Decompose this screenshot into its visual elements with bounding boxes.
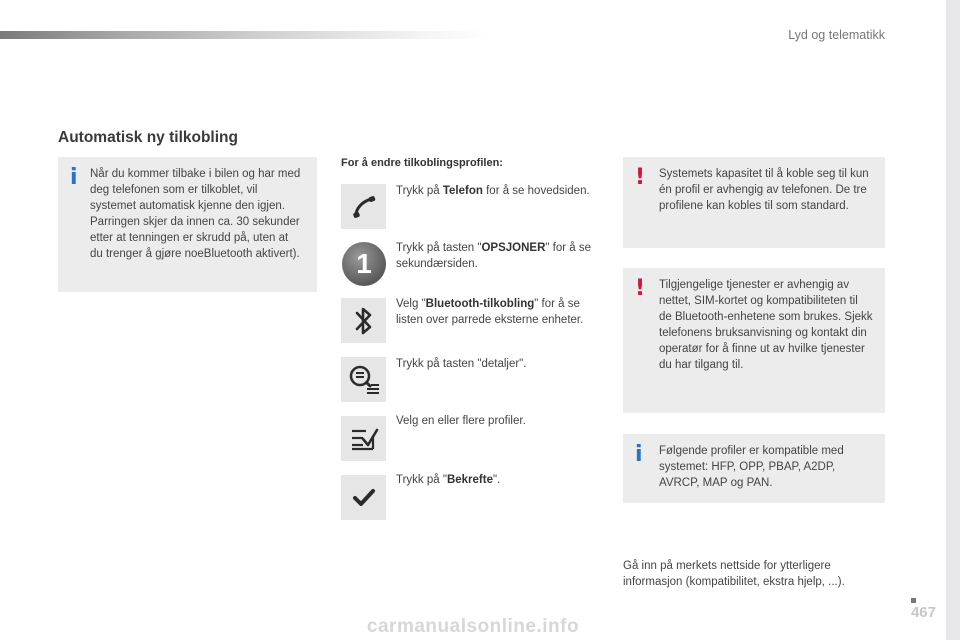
info-icon: i <box>635 442 643 467</box>
info-note-left <box>58 157 317 292</box>
phone-handset-icon[interactable] <box>341 184 386 229</box>
checklist-icon[interactable] <box>341 416 386 461</box>
footer-text: Gå inn på merkets nettside for ytterligere informasjon (kompatibilitet, ekstra hjelp, ...). <box>623 560 845 588</box>
info-note-profiles-text: Følgende profiler er kompatible med systemet: HFP, OPP, PBAP, A2DP, AVRCP, MAP og PAN. <box>659 445 844 489</box>
warning-note-services <box>623 268 885 413</box>
page-edge-strip <box>946 0 960 640</box>
warning-note-capacity-text: Systemets kapasitet til å koble seg til kun én profil er avhengig av telefonen. De tre profilene kan kobles til som standard. <box>659 168 869 212</box>
step-3-text: Velg "Bluetooth-tilkobling" for å se listen over parrede eksterne enheter. <box>396 298 584 326</box>
checkmark-icon[interactable] <box>341 475 386 520</box>
step-number-badge: 1 <box>342 242 386 286</box>
step-1-text: Trykk på Telefon for å se hovedsiden. <box>396 185 590 197</box>
warning-icon: ! <box>635 276 646 301</box>
bluetooth-icon[interactable] <box>341 298 386 343</box>
warning-icon: ! <box>635 165 646 190</box>
page-heading: Automatisk ny tilkobling <box>58 129 238 146</box>
steps-title: For å endre tilkoblingsprofilen: <box>341 157 503 169</box>
page-marker <box>911 598 916 603</box>
page-number: 467 <box>910 604 936 621</box>
details-search-icon[interactable] <box>341 357 386 402</box>
warning-note-services-text: Tilgjengelige tjenester er avhengig av nettet, SIM-kortet og kompatibiliteten til de Bluetooth-enhetene som brukes. Sjekk telefonens bruksanvisning og kontakt din operatør for å finne ut av hvilke tjenester du har tilgang til. <box>659 279 873 371</box>
step-5-text: Velg en eller flere profiler. <box>396 415 526 427</box>
step-4-text: Trykk på tasten "detaljer". <box>396 358 527 370</box>
watermark: carmanualsonline.info <box>366 616 580 637</box>
step-2-text: Trykk på tasten "OPSJONER" for å se sekundærsiden. <box>396 242 592 270</box>
header-gradient-bar <box>0 31 490 39</box>
section-title: Lyd og telematikk <box>788 28 885 42</box>
warning-note-capacity <box>623 157 885 248</box>
step-6-text: Trykk på "Bekrefte". <box>396 474 501 486</box>
info-note-text: Når du kommer tilbake i bilen og har med deg telefonen som er tilkoblet, vil systemet automatisk kjenne den igjen. Parringen skjer da innen ca. 30 sekunder etter at tenningen er skrudd på, uten at du trenger å gjøre noeBluetooth aktivert). <box>90 168 301 260</box>
info-icon: i <box>70 165 78 190</box>
info-note-profiles <box>623 434 885 503</box>
